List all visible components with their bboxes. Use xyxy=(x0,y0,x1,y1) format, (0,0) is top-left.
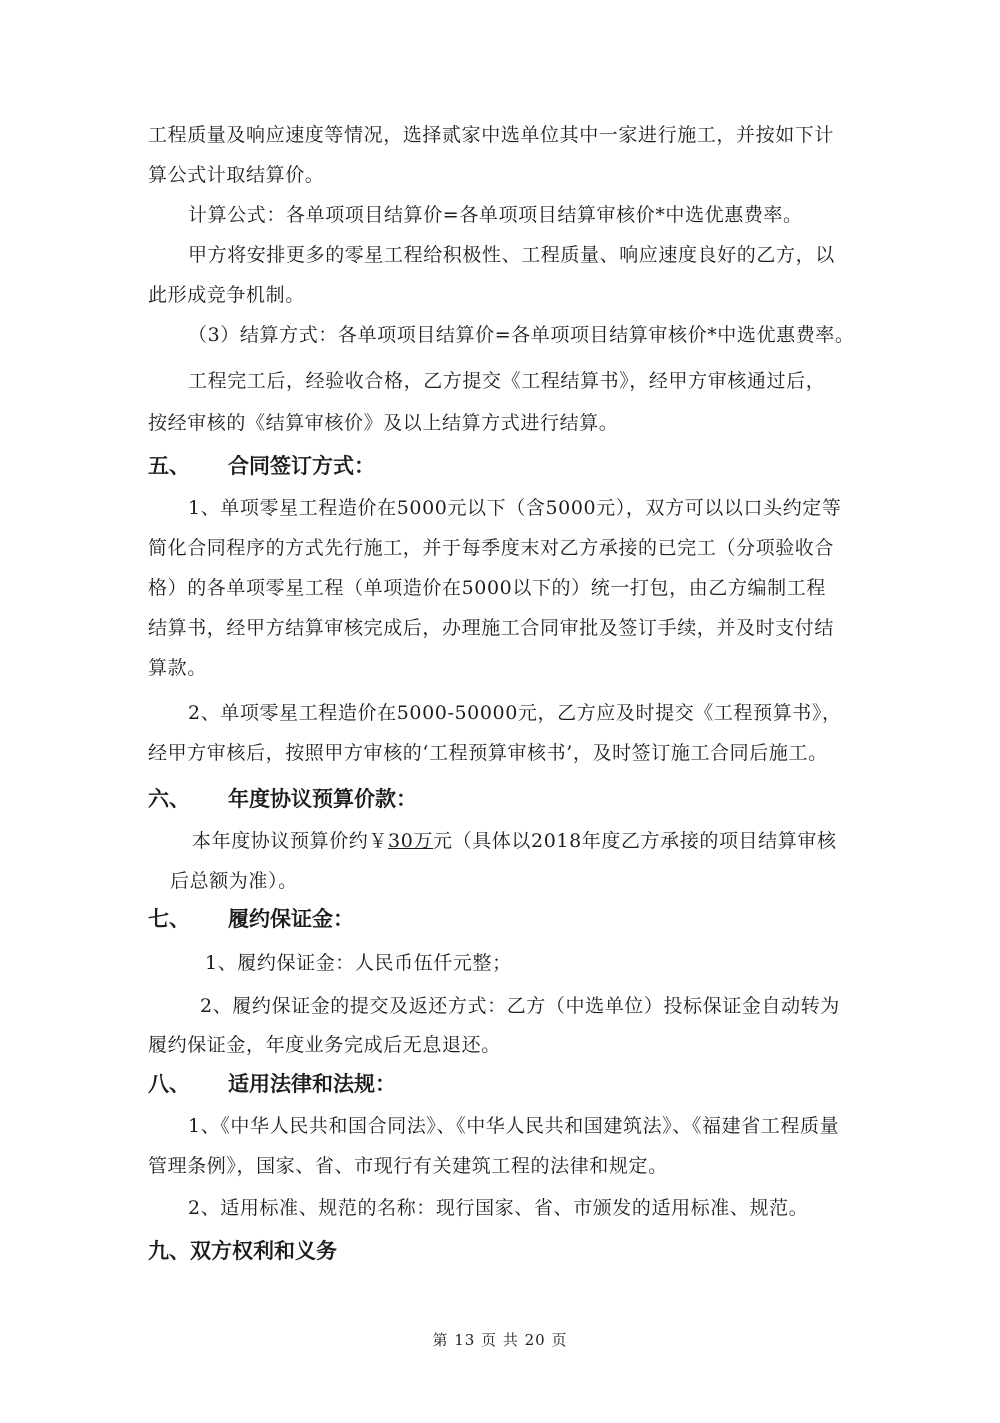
section-number: 八、 xyxy=(148,1072,190,1096)
page-footer: 第 13 页 共 20 页 xyxy=(432,1331,568,1349)
paragraph-line: 格）的各单项零星工程（单项造价在5000以下的）统一打包，由乙方编制工程 xyxy=(148,577,826,599)
paragraph-line: 计算公式：各单项项目结算价=各单项项目结算审核价*中选优惠费率。 xyxy=(188,204,803,226)
paragraph-line: 工程完工后，经验收合格，乙方提交《工程结算书》，经甲方审核通过后， xyxy=(188,370,826,392)
paragraph-line: 1、履约保证金：人民币伍仟元整； xyxy=(205,952,512,974)
paragraph-line: 2、单项零星工程造价在5000-50000元，乙方应及时提交《工程预算书》， xyxy=(188,702,842,724)
budget-amount: 30万 xyxy=(388,830,433,852)
paragraph-line: 履约保证金，年度业务完成后无息退还。 xyxy=(148,1034,501,1056)
paragraph-line: 2、履约保证金的提交及返还方式：乙方（中选单位）投标保证金自动转为 xyxy=(200,995,840,1017)
paragraph-line: 经甲方审核后，按照甲方审核的‘工程预算审核书’，及时签订施工合同后施工。 xyxy=(148,742,828,764)
section-title: 合同签订方式： xyxy=(228,454,375,478)
paragraph-line: 后总额为准）。 xyxy=(170,870,298,892)
paragraph-line: 算款。 xyxy=(148,657,207,679)
section-heading-8 xyxy=(148,1070,396,1098)
paragraph-line: 算公式计取结算价。 xyxy=(148,164,325,186)
section-heading-6 xyxy=(148,785,417,813)
paragraph-line: 1、单项零星工程造价在5000元以下（含5000元），双方可以以口头约定等 xyxy=(188,497,842,519)
budget-text-pre: 本年度协议预算价约￥ xyxy=(192,830,389,852)
paragraph-line: 结算书，经甲方结算审核完成后，办理施工合同审批及签订手续，并及时支付结 xyxy=(148,617,835,639)
budget-text-post: 元（具体以2018年度乙方承接的项目结算审核 xyxy=(433,830,837,852)
paragraph-line: 此形成竞争机制。 xyxy=(148,284,305,306)
paragraph-line: 甲方将安排更多的零星工程给积极性、工程质量、响应速度良好的乙方，以 xyxy=(188,244,835,266)
paragraph-line: 1、《中华人民共和国合同法》、《中华人民共和国建筑法》、《福建省工程质量 xyxy=(188,1115,840,1137)
section-heading-5 xyxy=(148,452,375,480)
section-title: 适用法律和法规： xyxy=(228,1072,396,1096)
paragraph-line: 按经审核的《结算审核价》及以上结算方式进行结算。 xyxy=(148,412,619,434)
budget-amount-line xyxy=(192,828,837,854)
section-heading-7 xyxy=(148,905,354,933)
paragraph-line: 工程质量及响应速度等情况，选择贰家中选单位其中一家进行施工，并按如下计 xyxy=(148,124,835,146)
section-title: 年度协议预算价款： xyxy=(228,787,417,811)
section-number: 六、 xyxy=(148,787,190,811)
paragraph-line: （3）结算方式：各单项项目结算价=各单项项目结算审核价*中选优惠费率。 xyxy=(188,324,855,346)
section-number: 七、 xyxy=(148,907,190,931)
section-heading-9: 九、双方权利和义务 xyxy=(148,1239,337,1263)
paragraph-line: 2、适用标准、规范的名称：现行国家、省、市颁发的适用标准、规范。 xyxy=(188,1197,809,1219)
section-title: 履约保证金： xyxy=(228,907,354,931)
paragraph-line: 管理条例》，国家、省、市现行有关建筑工程的法律和规定。 xyxy=(148,1155,668,1177)
paragraph-line: 简化合同程序的方式先行施工，并于每季度末对乙方承接的已完工（分项验收合 xyxy=(148,537,835,559)
section-number: 五、 xyxy=(148,454,190,478)
